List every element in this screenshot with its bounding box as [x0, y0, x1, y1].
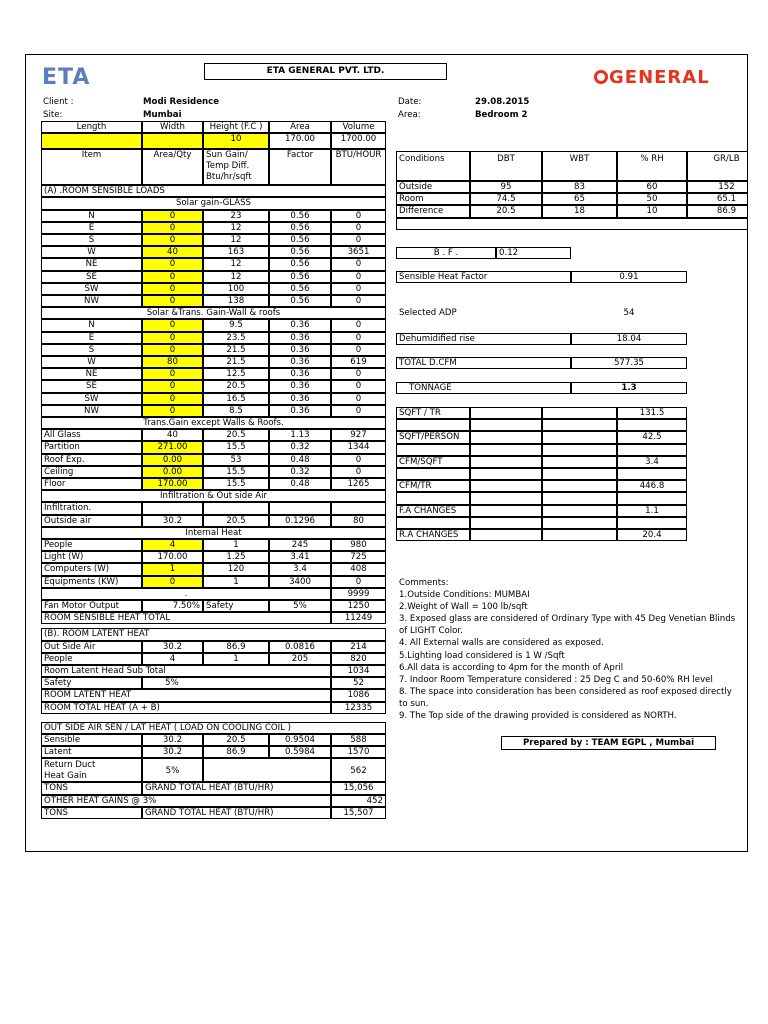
client-label: Client : [43, 97, 74, 107]
row-item: Light (W) [41, 551, 142, 563]
row-sungain: 23 [203, 210, 269, 222]
metric-label: F.A CHANGES [399, 505, 457, 516]
metric-label: SQFT / TR [399, 408, 441, 418]
bf-value: 0.12 [496, 247, 571, 259]
row-item: E [41, 332, 142, 344]
dehum-value: 18.04 [571, 333, 687, 345]
row-factor: 205 [269, 653, 331, 665]
fan-motor-value: 1250 [331, 600, 386, 612]
comment-line: 4. All External walls are considered as exposed. [399, 638, 604, 649]
rth-value: 12335 [331, 702, 386, 714]
row-sungain: 12 [203, 271, 269, 283]
rth-label: ROOM TOTAL HEAT (A + B) [41, 702, 331, 714]
row-sungain: 23.5 [203, 332, 269, 344]
comment-line: 2.Weight of Wall = 100 lb/sqft [399, 602, 528, 613]
row-btu: 0 [331, 454, 386, 466]
row-factor: 0.5984 [269, 746, 331, 758]
conditions-header: % RH [617, 151, 687, 181]
gth-label-2: GRAND TOTAL HEAT (BTU/HR) [142, 807, 331, 819]
row-qty: 40 [142, 429, 203, 441]
comment-line: 6.All data is according to 4pm for the month of April [399, 662, 624, 673]
dim-label: Length [41, 121, 142, 133]
row-sungain: 1 [203, 576, 269, 588]
row-sungain: 21.5 [203, 356, 269, 368]
row-item: Latent [41, 746, 142, 758]
row-qty: 0 [142, 271, 203, 283]
dim-value: 10 [203, 133, 269, 149]
col-header-factor: Factor [269, 149, 331, 185]
dim-label: Height (F.C ) [203, 121, 269, 133]
prepared-by: Prepared by : TEAM EGPL , Mumbai [501, 736, 716, 750]
row-btu: 0 [331, 210, 386, 222]
row-btu: 980 [331, 539, 386, 551]
row-factor [269, 502, 331, 514]
return-duct-value: 562 [331, 758, 386, 782]
conditions-cell: Outside [396, 181, 470, 193]
row-item: Ceiling [41, 466, 142, 478]
dim-value: 170.00 [269, 133, 331, 149]
sungain-header-line: Btu/hr/sqft [206, 172, 252, 183]
eta-logo: ETA [42, 65, 91, 90]
latent-title: (B). ROOM LATENT HEAT [41, 628, 386, 640]
cfm-value: 577.35 [571, 357, 687, 369]
row-factor: 0.56 [269, 246, 331, 258]
row-sungain: 138 [203, 295, 269, 307]
gth-label: GRAND TOTAL HEAT (BTU/HR) [142, 782, 331, 794]
row-factor: 0.56 [269, 234, 331, 246]
row-item: N [41, 319, 142, 331]
row-btu: 0 [331, 344, 386, 356]
rsh-label: ROOM SENSIBLE HEAT TOTAL [41, 612, 331, 624]
row-factor: 0.56 [269, 210, 331, 222]
conditions-header: WBT [542, 151, 617, 181]
row-qty: 30.2 [142, 641, 203, 653]
row-btu: 0 [331, 393, 386, 405]
section-internal: Internal Heat [41, 527, 386, 539]
metric-label: SQFT/PERSON [399, 432, 460, 443]
dim-label: Area [269, 121, 331, 133]
metric-label: R.A CHANGES [399, 530, 459, 540]
row-btu: 0 [331, 405, 386, 417]
general-logo [594, 67, 710, 88]
row-sungain: 20.5 [203, 380, 269, 392]
conditions-cell: 65.1 [687, 193, 748, 205]
tonnage-label: TONNAGE [396, 382, 571, 394]
row-btu: 3651 [331, 246, 386, 258]
row-sungain: 15.5 [203, 466, 269, 478]
latent-safety-label: Safety [41, 677, 142, 689]
row-item: Equipments (KW) [41, 576, 142, 588]
metric-value: 42.5 [642, 432, 662, 443]
client-value: Modi Residence [143, 97, 220, 107]
row-item: Sensible [41, 734, 142, 746]
row-sungain: 12 [203, 222, 269, 234]
row-btu: 619 [331, 356, 386, 368]
row-item: SE [41, 380, 142, 392]
latent-subtotal-label: Room Latent Head Sub Total [41, 665, 331, 677]
row-qty: 1 [142, 563, 203, 575]
row-btu: 0 [331, 271, 386, 283]
date-value: 29.08.2015 [475, 97, 530, 107]
row-factor: 0.32 [269, 441, 331, 453]
row-btu: 80 [331, 515, 386, 527]
row-factor: 0.36 [269, 356, 331, 368]
row-item: N [41, 210, 142, 222]
row-btu: 0 [331, 332, 386, 344]
row-factor: 0.48 [269, 478, 331, 490]
row-factor: 0.36 [269, 344, 331, 356]
row-qty: 0 [142, 295, 203, 307]
row-qty: 80 [142, 356, 203, 368]
row-btu: 0 [331, 295, 386, 307]
row-item: W [41, 246, 142, 258]
row-btu: 0 [331, 380, 386, 392]
load-calculation-sheet [25, 54, 748, 852]
metric-value: 1.1 [645, 505, 659, 516]
sungain-header-line: Sun Gain/ [206, 150, 248, 161]
row-item: Computers (W) [41, 563, 142, 575]
row-sungain: 163 [203, 246, 269, 258]
rsh-value: 11249 [331, 612, 386, 624]
row-btu: 0 [331, 234, 386, 246]
row-item: NW [41, 295, 142, 307]
latent-subtotal-value: 1034 [331, 665, 386, 677]
adp-label: Selected ADP [399, 308, 457, 318]
conditions-header: GR/LB [687, 151, 748, 181]
row-factor: 0.1296 [269, 515, 331, 527]
conditions-cell: 152 [687, 181, 748, 193]
shf-value: 0.91 [571, 271, 687, 283]
row-btu: 0 [331, 222, 386, 234]
dim-value [142, 133, 203, 149]
row-item: Roof Exp. [41, 454, 142, 466]
metrics-grid-border [396, 407, 687, 541]
row-sungain: 21.5 [203, 344, 269, 356]
row-qty: 30.2 [142, 515, 203, 527]
row-sungain: 20.5 [203, 515, 269, 527]
row-qty: 0 [142, 210, 203, 222]
row-sungain: 120 [203, 563, 269, 575]
row-sungain: 15.5 [203, 441, 269, 453]
area-value: Bedroom 2 [475, 110, 528, 120]
conditions-header: Conditions [396, 151, 470, 181]
row-factor: 3.41 [269, 551, 331, 563]
row-item: People [41, 539, 142, 551]
tonnage-value: 1.3 [571, 382, 687, 394]
comment-line: of LIGHT Color. [399, 626, 463, 637]
row-btu: 1344 [331, 441, 386, 453]
row-sungain: 12 [203, 234, 269, 246]
row-factor: 3400 [269, 576, 331, 588]
row-factor: 245 [269, 539, 331, 551]
row-item: Out Side Air [41, 641, 142, 653]
section-room-sensible: (A) .ROOM SENSIBLE LOADS [41, 185, 386, 197]
metric-value: 20.4 [642, 530, 662, 540]
row-qty: 4 [142, 653, 203, 665]
metric-value: 131.5 [639, 408, 665, 418]
row-sungain: 20.5 [203, 429, 269, 441]
row-item: SE [41, 271, 142, 283]
conditions-cell: 18 [542, 205, 617, 217]
conditions-cell: 95 [470, 181, 542, 193]
row-factor: 0.36 [269, 319, 331, 331]
dim-value [41, 133, 142, 149]
row-sungain: 1.25 [203, 551, 269, 563]
row-qty [142, 502, 203, 514]
conditions-header: DBT [470, 151, 542, 181]
subtotal-dot: . [41, 588, 331, 600]
subtotal-value: 9999 [331, 588, 386, 600]
row-qty: 30.2 [142, 746, 203, 758]
return-duct-label-line: Return Duct [44, 760, 96, 771]
row-factor: 0.9504 [269, 734, 331, 746]
area-label: Area: [398, 110, 421, 120]
return-duct-blank [203, 758, 331, 782]
col-header-item: Item [41, 149, 142, 185]
row-qty: 0 [142, 222, 203, 234]
row-item: NE [41, 368, 142, 380]
row-factor: 0.56 [269, 283, 331, 295]
metric-value: 3.4 [645, 456, 659, 467]
row-btu: 1570 [331, 746, 386, 758]
row-btu: 0 [331, 466, 386, 478]
section-solar-glass: Solar gain-GLASS [41, 197, 386, 209]
conditions-cell: 50 [617, 193, 687, 205]
gth-value-2: 15,507 [331, 807, 386, 819]
row-qty: 0 [142, 283, 203, 295]
row-item: NE [41, 258, 142, 270]
comments-title: Comments: [399, 578, 449, 588]
sungain-header-line: Temp Diff. [206, 161, 250, 172]
date-label: Date: [398, 97, 422, 107]
row-btu: 725 [331, 551, 386, 563]
row-item: Infiltration. [41, 502, 142, 514]
comment-line: 8. The space into consideration has been considered as roof exposed directly [399, 686, 732, 697]
comment-line: 3. Exposed glass are considered of Ordinary Type with 45 Deg Venetian Blinds [399, 614, 736, 625]
conditions-cell: Difference [396, 205, 470, 217]
row-qty: 30.2 [142, 734, 203, 746]
row-qty: 0 [142, 344, 203, 356]
row-item: Floor [41, 478, 142, 490]
row-qty: 0 [142, 576, 203, 588]
row-sungain: 12.5 [203, 368, 269, 380]
row-item: All Glass [41, 429, 142, 441]
row-factor: 0.36 [269, 380, 331, 392]
general-logo-ring-icon [594, 70, 608, 84]
row-item: NW [41, 405, 142, 417]
row-btu: 214 [331, 641, 386, 653]
site-label: Site: [43, 110, 63, 120]
row-btu: 820 [331, 653, 386, 665]
row-item: S [41, 344, 142, 356]
safety-pct: 5% [269, 600, 331, 612]
conditions-blank-row [396, 218, 748, 230]
conditions-cell: 10 [617, 205, 687, 217]
row-item: W [41, 356, 142, 368]
row-sungain: 15.5 [203, 478, 269, 490]
row-qty: 0 [142, 258, 203, 270]
comment-line: 1.Outside Conditions: MUMBAI [399, 590, 530, 600]
site-value: Mumbai [143, 110, 182, 120]
row-sungain: 1 [203, 653, 269, 665]
row-item: Partition [41, 441, 142, 453]
row-qty: 40 [142, 246, 203, 258]
row-sungain [203, 502, 269, 514]
row-factor: 0.36 [269, 332, 331, 344]
conditions-cell: 86.9 [687, 205, 748, 217]
conditions-cell: 65 [542, 193, 617, 205]
col-header-btu: BTU/HOUR [331, 149, 386, 185]
conditions-cell: 60 [617, 181, 687, 193]
row-btu: 0 [331, 258, 386, 270]
fan-motor-label: Fan Motor Output [41, 600, 142, 612]
metric-value: 446.8 [639, 481, 665, 492]
metric-label: CFM/SQFT [399, 456, 443, 467]
row-btu: 588 [331, 734, 386, 746]
latent-safety-value: 52 [331, 677, 386, 689]
section-trans-gain: Trans.Gain except Walls & Roofs. [41, 417, 386, 429]
return-duct-label-line: Heat Gain [44, 771, 87, 782]
row-item: Outside air [41, 515, 142, 527]
safety-label: Safety [203, 600, 269, 612]
company-title: ETA GENERAL PVT. LTD. [204, 63, 447, 80]
row-item: S [41, 234, 142, 246]
row-sungain: 86.9 [203, 641, 269, 653]
fan-motor-pct: 7.50% [142, 600, 203, 612]
section-infiltration: Infiltration & Out side Air [41, 490, 386, 502]
gth-value: 15,056 [331, 782, 386, 794]
row-btu: 1265 [331, 478, 386, 490]
row-item: SW [41, 283, 142, 295]
comment-line: 5.Lighting load considered is 1 W /Sqft [399, 650, 565, 661]
row-qty: 0.00 [142, 466, 203, 478]
other-gains-label: OTHER HEAT GAINS @ 3% [41, 795, 331, 807]
row-qty: 4 [142, 539, 203, 551]
row-btu [331, 502, 386, 514]
shf-label: Sensible Heat Factor [396, 271, 571, 283]
row-sungain: 16.5 [203, 393, 269, 405]
dim-value: 1700.00 [331, 133, 386, 149]
row-btu: 927 [331, 429, 386, 441]
conditions-cell: 83 [542, 181, 617, 193]
row-sungain: 8.5 [203, 405, 269, 417]
row-factor: 0.56 [269, 295, 331, 307]
row-btu: 0 [331, 576, 386, 588]
row-factor: 3.4 [269, 563, 331, 575]
row-factor: 0.56 [269, 258, 331, 270]
row-factor: 0.36 [269, 368, 331, 380]
row-qty: 0 [142, 405, 203, 417]
row-btu: 408 [331, 563, 386, 575]
row-factor: 0.0816 [269, 641, 331, 653]
col-header-sungain [203, 149, 269, 185]
dim-label: Volume [331, 121, 386, 133]
row-item: SW [41, 393, 142, 405]
row-qty: 0 [142, 368, 203, 380]
latent-safety-pct: 5% [142, 677, 331, 689]
comment-line: 7. Indoor Room Temperature considered : 25 Deg C and 50-60% RH level [399, 674, 713, 685]
conditions-cell: Room [396, 193, 470, 205]
row-btu: 0 [331, 283, 386, 295]
conditions-cell: 74.5 [470, 193, 542, 205]
row-qty: 0 [142, 393, 203, 405]
rlh-value: 1086 [331, 689, 386, 701]
osa-title: OUT SIDE AIR SEN / LAT HEAT ( LOAD ON COOLING COIL ) [41, 722, 386, 734]
adp-value: 54 [623, 308, 635, 318]
row-qty: 0 [142, 332, 203, 344]
row-sungain: 20.5 [203, 734, 269, 746]
row-sungain: 100 [203, 283, 269, 295]
row-factor: 0.36 [269, 393, 331, 405]
row-sungain: 12 [203, 258, 269, 270]
row-sungain: 1 [203, 539, 269, 551]
row-item: People [41, 653, 142, 665]
metric-label: CFM/TR [399, 481, 432, 492]
row-qty: 170.00 [142, 478, 203, 490]
dehum-label: Dehumidified rise [396, 333, 571, 345]
cfm-label: TOTAL D.CFM [396, 357, 571, 369]
row-sungain: 86.9 [203, 746, 269, 758]
tons-label-2: TONS [41, 807, 142, 819]
row-sungain: 9.5 [203, 319, 269, 331]
row-item: E [41, 222, 142, 234]
row-btu: 0 [331, 368, 386, 380]
tons-label: TONS [41, 782, 142, 794]
row-qty: 170.00 [142, 551, 203, 563]
row-sungain: 53 [203, 454, 269, 466]
row-qty: 0 [142, 380, 203, 392]
section-solar-wall: Solar &Trans. Gain-Wall & roofs [41, 307, 386, 319]
rlh-label: ROOM LATENT HEAT [41, 689, 331, 701]
comment-line: to sun. [399, 698, 429, 709]
row-qty: 271.00 [142, 441, 203, 453]
return-duct-label [41, 758, 142, 782]
row-factor: 0.56 [269, 222, 331, 234]
general-logo-text: GENERAL [609, 67, 710, 88]
conditions-cell: 20.5 [470, 205, 542, 217]
dim-label: Width [142, 121, 203, 133]
col-header-qty: Area/Qty [142, 149, 203, 185]
return-duct-pct: 5% [142, 758, 203, 782]
row-factor: 0.32 [269, 466, 331, 478]
comment-line: 9. The Top side of the drawing provided is considered as NORTH. [399, 711, 677, 721]
row-factor: 0.56 [269, 271, 331, 283]
row-qty: 0 [142, 234, 203, 246]
row-btu: 0 [331, 319, 386, 331]
row-factor: 0.48 [269, 454, 331, 466]
bf-label: B . F . [396, 247, 496, 259]
row-qty: 0.00 [142, 454, 203, 466]
other-gains-value: 452 [331, 795, 386, 807]
row-factor: 0.36 [269, 405, 331, 417]
row-qty: 0 [142, 319, 203, 331]
row-factor: 1.13 [269, 429, 331, 441]
